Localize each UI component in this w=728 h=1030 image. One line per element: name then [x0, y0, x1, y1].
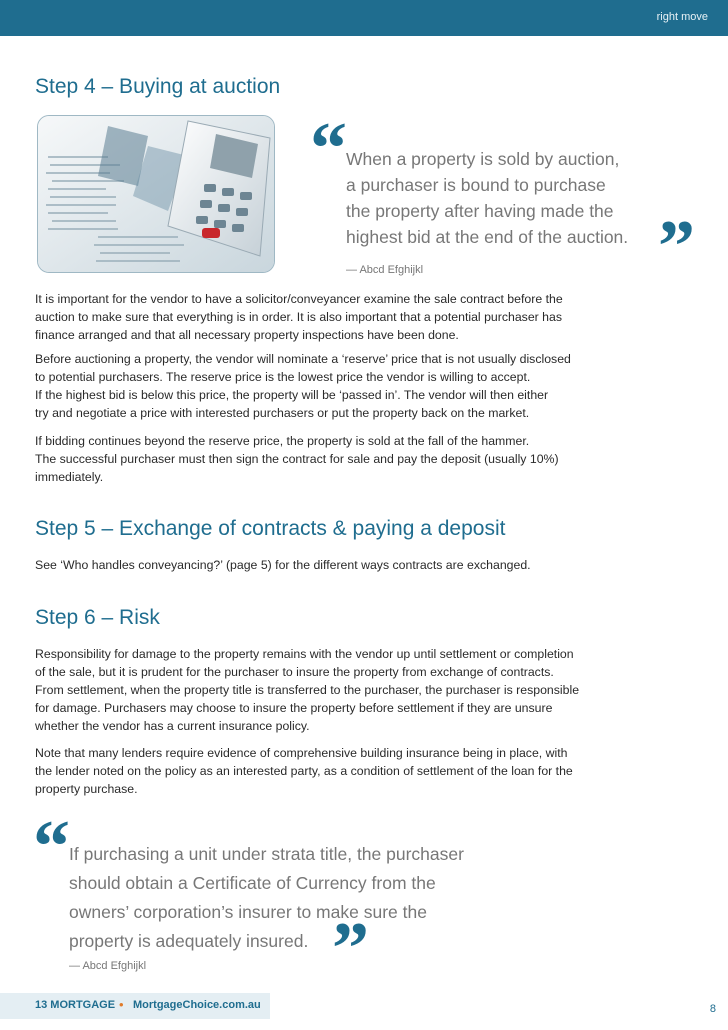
step4-paragraph-3 — [35, 432, 695, 486]
quote-line: When a property is sold by auction, — [346, 149, 620, 169]
step4-quote-citation: — Abcd Efghijkl — [346, 264, 424, 276]
open-quote-icon: “ — [33, 806, 70, 888]
step5-heading: Step 5 – Exchange of contracts & paying a deposit — [35, 517, 506, 540]
step6-heading: Step 6 – Risk — [35, 606, 160, 629]
step4-paragraph-2 — [35, 350, 695, 422]
text-line: immediately. — [35, 470, 104, 484]
footer-bullet-icon: • — [119, 997, 124, 1012]
quote-line: highest bid at the end of the auction. — [346, 227, 629, 247]
step6-pull-quote — [69, 840, 539, 956]
step6-paragraph-2 — [35, 744, 695, 798]
text-line: Note that many lenders require evidence of comprehensive building insurance being in place, with — [35, 746, 568, 760]
text-line: If the highest bid is below this price, the property will be ‘passed in’. The vendor will then either — [35, 388, 549, 402]
text-line: If bidding continues beyond the reserve price, the property is sold at the fall of the hammer. — [35, 434, 530, 448]
top-banner — [0, 0, 728, 36]
step4-pull-quote — [346, 146, 676, 250]
text-line: to potential purchasers. The reserve price is the lowest price the vendor is willing to accept. — [35, 370, 531, 384]
text-line: auction to make sure that everything is in order. It is also important that a potential purchaser has — [35, 310, 563, 324]
step6-quote-citation: — Abcd Efghijkl — [69, 960, 147, 972]
footer-bar — [0, 993, 270, 1019]
quote-line: property is adequately insured. — [69, 931, 309, 951]
open-quote-icon: “ — [310, 108, 347, 190]
quote-line: a purchaser is bound to purchase — [346, 175, 606, 195]
text-line: of the sale, but it is prudent for the purchaser to insure the property from exchange of contracts. — [35, 665, 554, 679]
text-line: From settlement, when the property title is transferred to the purchaser, the purchaser is responsible — [35, 683, 580, 697]
page-number: 8 — [709, 1003, 716, 1015]
text-line: Responsibility for damage to the property remains with the vendor up until settlement or completion — [35, 647, 574, 661]
calculator-photo — [37, 115, 275, 273]
header-label: right move — [656, 11, 708, 23]
quote-line: owners’ corporation’s insurer to make sure the — [69, 902, 427, 922]
footer-website-link[interactable]: MortgageChoice.com.au — [133, 999, 261, 1011]
close-quote-icon: ” — [658, 206, 695, 288]
close-quote-icon: ” — [332, 908, 369, 990]
quote-line: should obtain a Certificate of Currency from the — [69, 873, 436, 893]
text-line: whether the vendor has a current insurance policy. — [35, 719, 310, 733]
text-line: try and negotiate a price with interested purchasers or put the property back on the market. — [35, 406, 530, 420]
text-line: It is important for the vendor to have a solicitor/conveyancer examine the sale contract before the — [35, 292, 563, 306]
step5-paragraph — [35, 556, 695, 574]
quote-line: If purchasing a unit under strata title, the purchaser — [69, 844, 464, 864]
text-line: finance arranged and that all necessary property inspections have been done. — [35, 328, 459, 342]
text-line: Before auctioning a property, the vendor will nominate a ‘reserve’ price that is not usually disclosed — [35, 352, 571, 366]
text-line: property purchase. — [35, 782, 138, 796]
text-line: for damage. Purchasers may choose to insure the property before settlement if they are unsure — [35, 701, 553, 715]
step6-paragraph-1 — [35, 645, 695, 735]
quote-line: the property after having made the — [346, 201, 614, 221]
text-line: The successful purchaser must then sign the contract for sale and pay the deposit (usually 10%) — [35, 452, 559, 466]
calculator-image-icon — [38, 116, 274, 272]
step4-heading: Step 4 – Buying at auction — [35, 75, 281, 98]
step4-paragraph-1 — [35, 290, 695, 344]
footer-phone: 13 MORTGAGE — [35, 999, 116, 1011]
text-line: the lender noted on the policy as an interested party, as a condition of settlement of the loan for the — [35, 764, 573, 778]
text-line: See ‘Who handles conveyancing?’ (page 5) for the different ways contracts are exchanged. — [35, 558, 531, 572]
